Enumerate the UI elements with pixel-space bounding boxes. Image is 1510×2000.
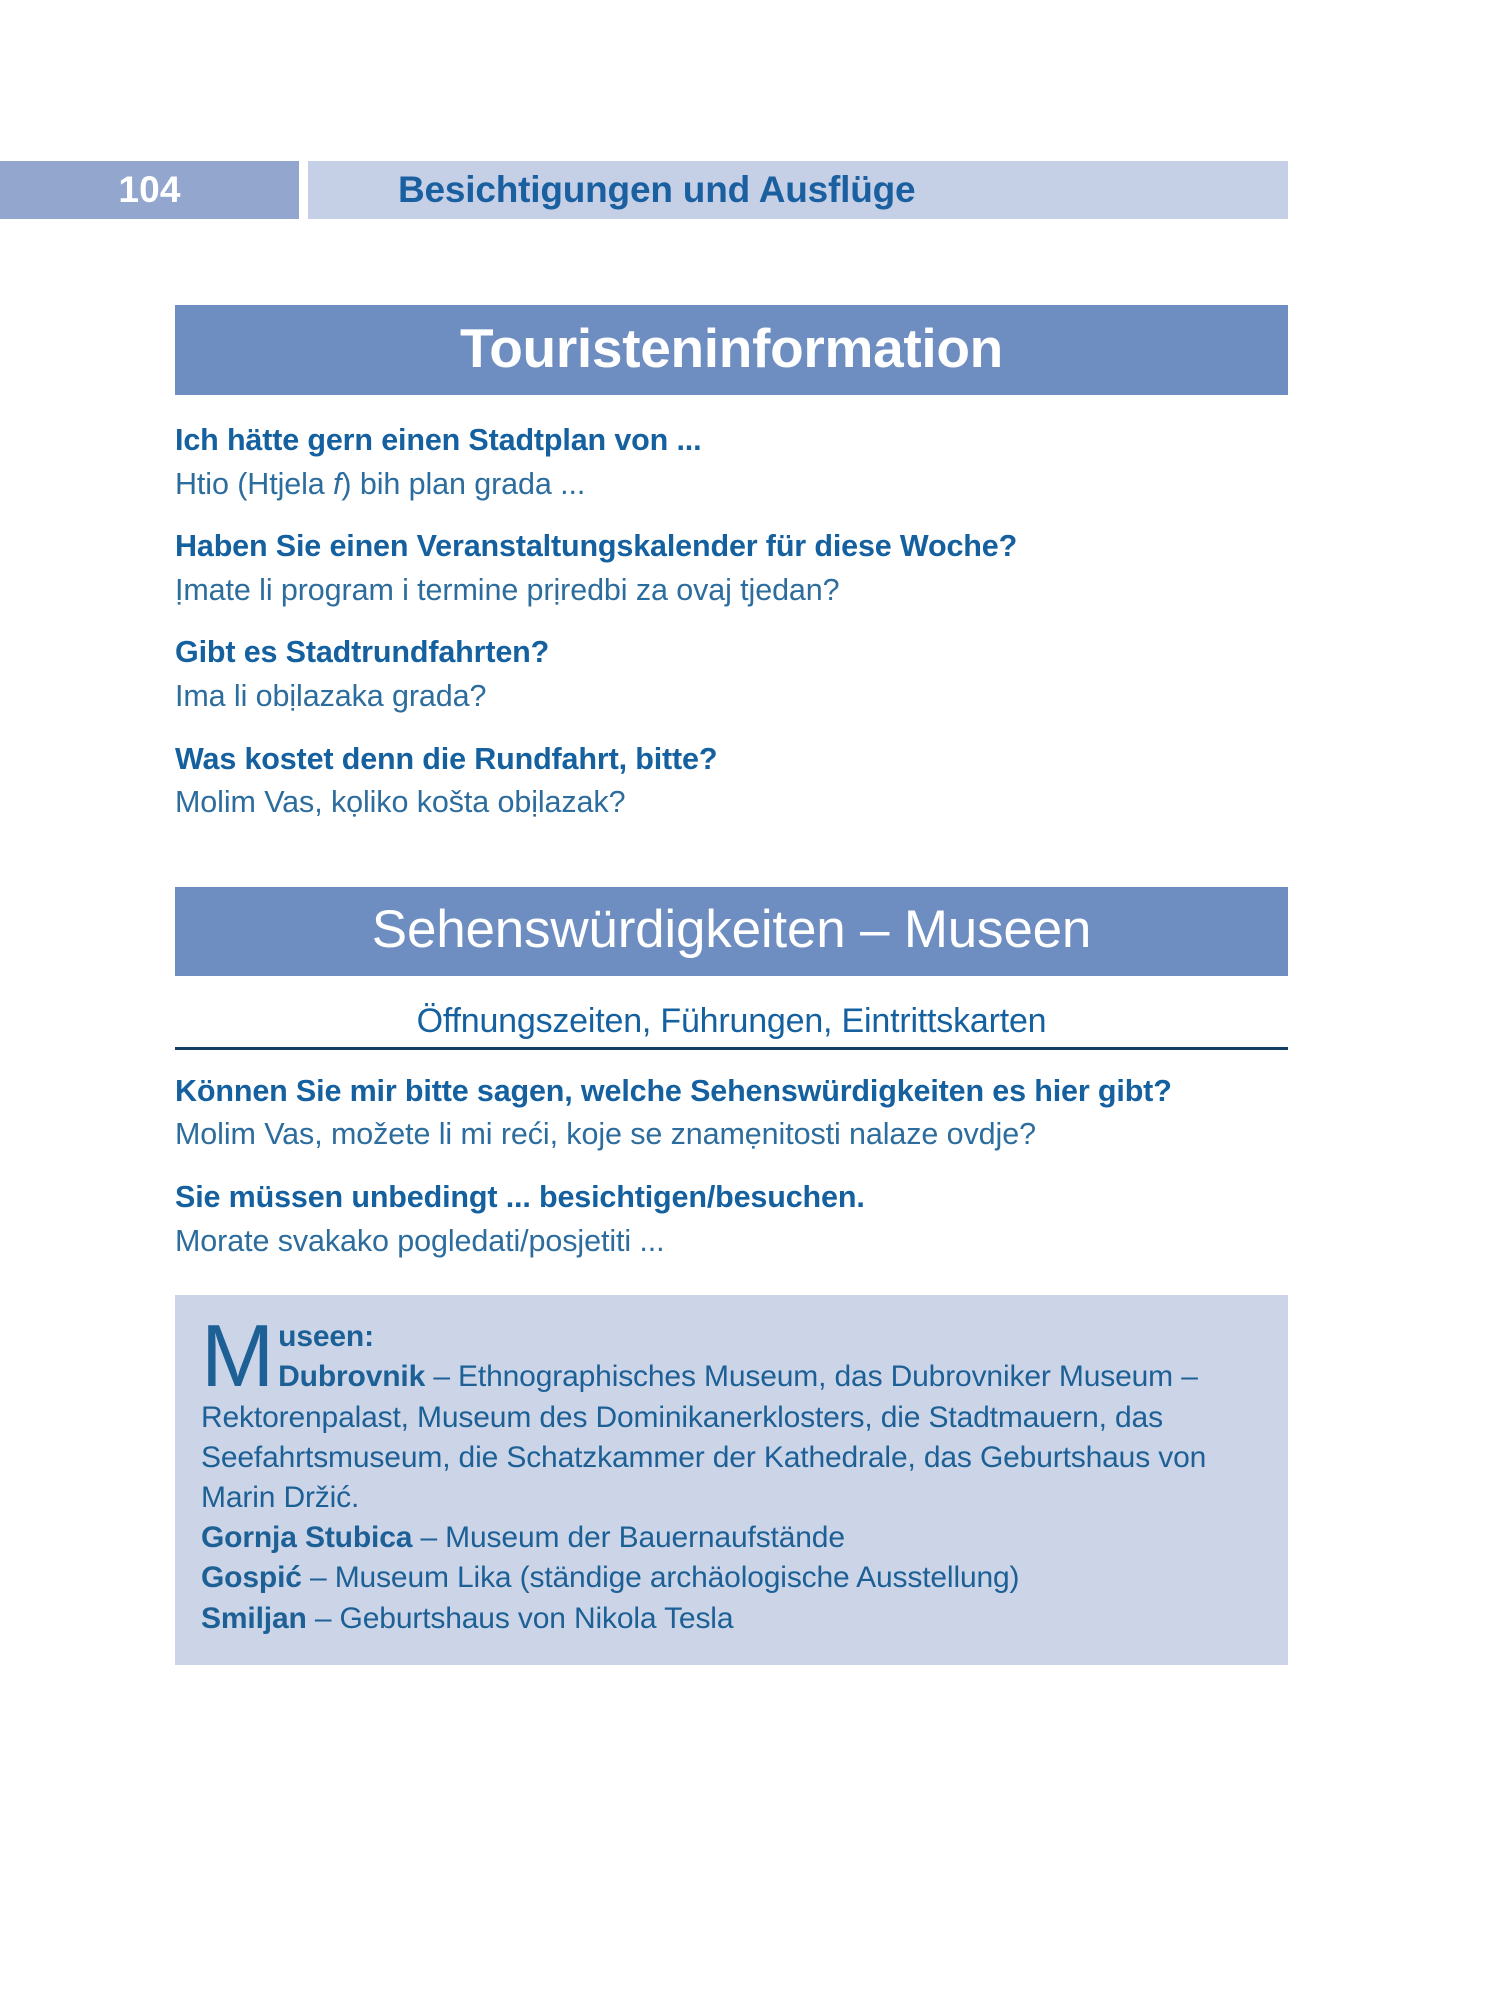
museum-entry <box>201 1599 1262 1639</box>
museum-description: – Museum Lika (ständige archäologische Ausstellung) <box>301 1561 1020 1595</box>
section-banner-1: Touristeninformation <box>175 305 1288 395</box>
phrase-german: Gibt es Stadtrundfahrten? <box>175 635 550 670</box>
museum-place: Gornja Stubica <box>201 1521 413 1555</box>
phrase-croatian <box>175 464 1288 505</box>
section-touristeninformation <box>175 305 1288 823</box>
phrase-german: Haben Sie einen Veranstaltungskalender für diese Woche? <box>175 529 1018 564</box>
museum-entry <box>201 1558 1262 1598</box>
phrase-german: Ich hätte gern einen Stadtplan von ... <box>175 423 702 457</box>
info-box-heading <box>201 1317 1262 1357</box>
running-head <box>0 161 1288 219</box>
phrase-croatian: Molim Vas, kọliko košta obịlazak? <box>175 785 626 820</box>
phrase-german: Sie müssen unbedingt ... besichtigen/besuchen. <box>175 1180 865 1215</box>
phrase-german: Können Sie mir bitte sagen, welche Sehenswürdigkeiten es hier gibt? <box>175 1073 1172 1108</box>
section-subheading: Öffnungszeiten, Führungen, Eintrittskarten <box>175 1002 1288 1050</box>
section-sehenswuerdigkeiten <box>175 887 1288 1665</box>
museum-description: – Ethnographisches Museum, das Dubrovniker Museum – Rektorenpalast, Museum des Dominikanerklosters, die Stadtmauern, das Seefahrtsmuseum, die Schatzkammer der Kathedrale, das Geburtshaus von Marin Držić. <box>201 1360 1207 1514</box>
phrase-entry <box>175 421 1288 504</box>
phrase-entry <box>175 633 1288 716</box>
phrase-croatian: Morate svakako pogledati/posjetiti ... <box>175 1223 665 1258</box>
phrase-entry <box>175 1072 1288 1155</box>
chapter-title: Besichtigungen und Ausflüge <box>308 161 1288 219</box>
museum-place: Smiljan <box>201 1601 307 1635</box>
phrase-entry <box>175 740 1288 823</box>
museums-info-box <box>175 1295 1288 1665</box>
phrase-german: Was kostet denn die Rundfahrt, bitte? <box>175 741 718 776</box>
museum-place: Gospić <box>201 1561 302 1595</box>
drop-cap-letter: M <box>201 1306 275 1406</box>
page-number: 104 <box>0 161 299 219</box>
section-banner-2: Sehenswürdigkeiten – Museen <box>175 887 1288 976</box>
museum-description: – Geburtshaus von Nikola Tesla <box>306 1601 734 1635</box>
phrase-entry <box>175 1178 1288 1261</box>
phrase-croatian: Ima li obịlazaka grada? <box>175 679 487 714</box>
phrase-croatian: Ịmate li program i termine prịredbi za ovaj tjedan? <box>175 572 840 607</box>
phrase-croatian-pre: Htio (Htjela <box>175 466 334 501</box>
museum-description: – Museum der Bauernaufstände <box>412 1521 845 1555</box>
phrase-croatian: Molim Vas, možete li mi reći, koje se znamẹnitosti nalaze ovdje? <box>175 1117 1036 1152</box>
gender-marker-f: f <box>333 466 342 501</box>
museum-place: Dubrovnik <box>278 1360 426 1394</box>
phrase-entry <box>175 527 1288 610</box>
museum-entry <box>201 1518 1262 1558</box>
museum-entry <box>201 1357 1262 1518</box>
phrase-croatian-post: ) bih plan grada ... <box>341 466 586 501</box>
info-box-heading-text: useen: <box>278 1320 374 1354</box>
phrase-list-2 <box>175 1072 1288 1261</box>
content-column <box>175 305 1288 1665</box>
running-head-divider <box>299 161 308 219</box>
phrase-list-1 <box>175 421 1288 823</box>
